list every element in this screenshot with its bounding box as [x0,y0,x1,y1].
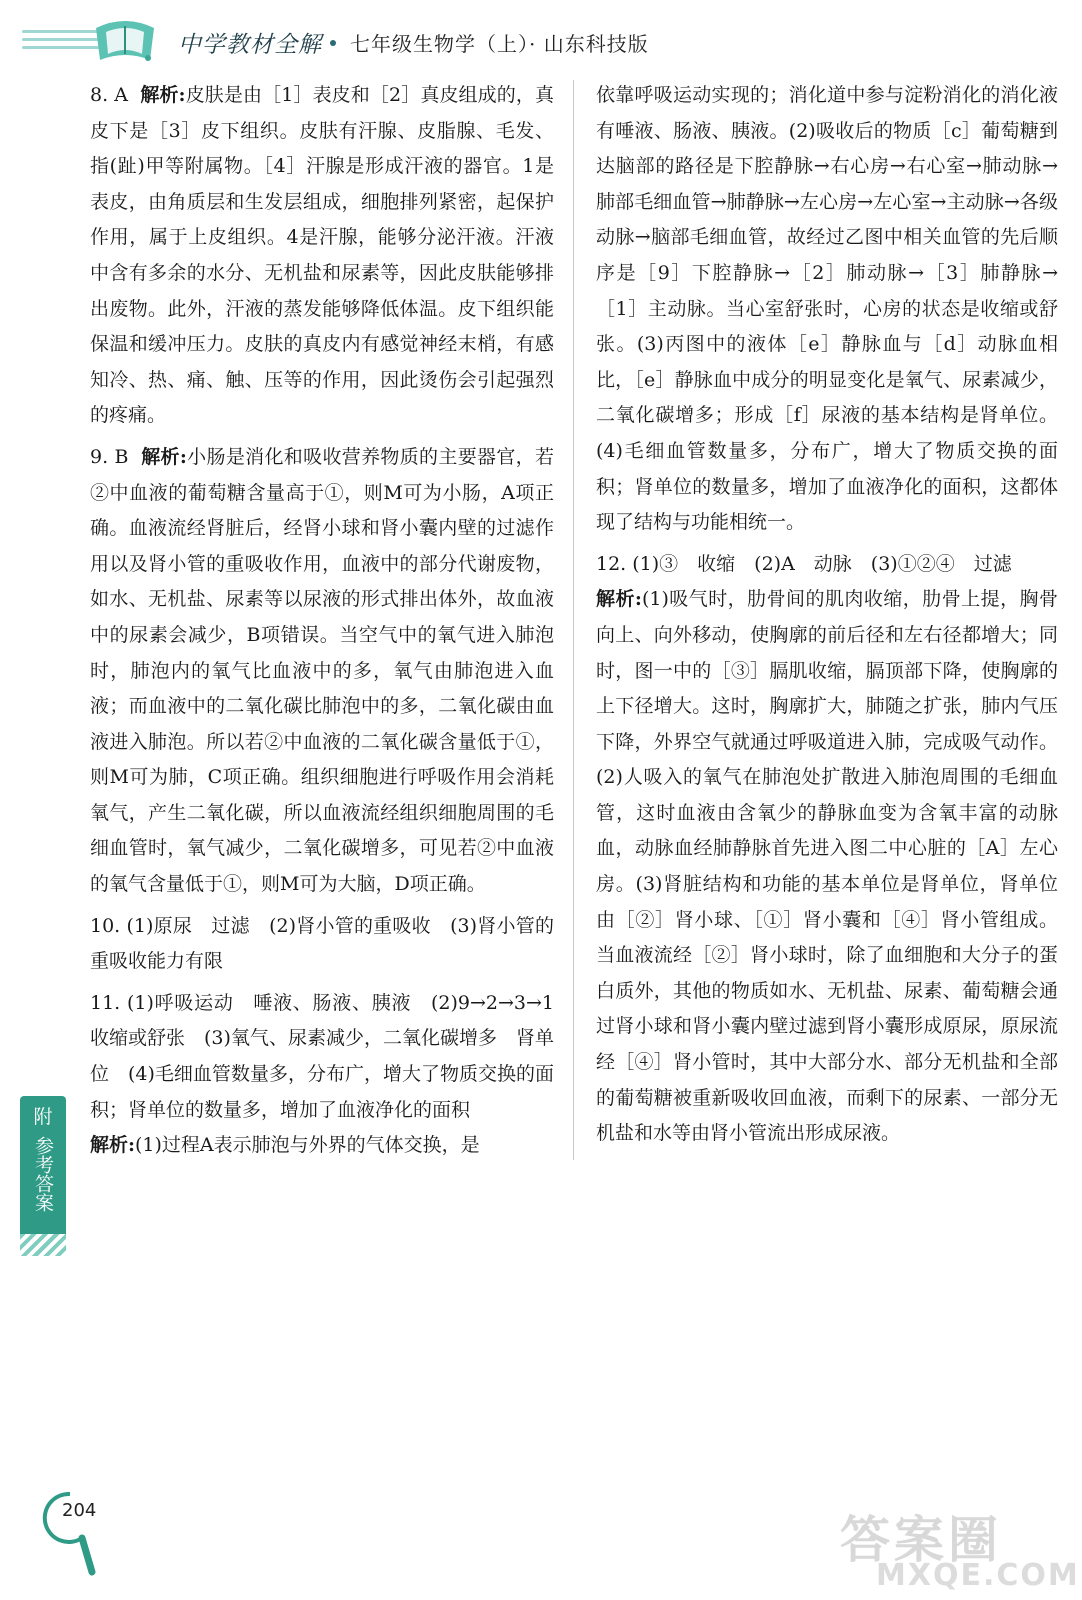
question-10 [90,909,554,980]
answer-number: 9. B [90,445,129,468]
answer-text: 11. (1)呼吸运动 唾液、肠液、胰液 (2)9→2→3→1 收缩或舒张 (3)氧气、尿素减少，二氧化碳增多 肾单位 (4)毛细血管数量多，分布广，增大了物质交换的面积；肾单位的数量多，增加了血液净化的面积 [90,991,574,1121]
header-decoration-lines [22,30,102,54]
analysis-label: 解析: [141,445,187,468]
question-11 [90,986,574,1164]
analysis-label: 解析: [140,84,186,106]
question-9 [90,440,554,903]
analysis-label: 解析: [596,588,642,611]
book-title: 中学教材全解 [178,32,322,58]
book-subtitle: 七年级生物学（上）· 山东科技版 [350,32,649,56]
column-divider [573,80,574,1160]
watermark [840,1500,1080,1596]
analysis-text: 小肠是消化和吸收营养物质的主要器官，若②中血液的葡萄糖含量高于①，则M可为小肠，A项正确。血液流经肾脏后，经肾小球和肾小囊内壁的过滤作用以及肾小管的重吸收作用，血液中的部分代谢废物，如水、无机盐、尿素等以尿液的形式排出体外，故血液中的尿素会减少，B项错误。当空气中的氧气进入肺泡时，肺泡内的氧气比血液中的多，氧气由肺泡进入血液；而血液中的二氧化碳比肺泡中的多，二氧化碳由血液进入肺泡。所以若②中血液的二氧化碳含量低于①，则M可为肺，C项正确。组织细胞进行呼吸作用会消耗氧气，产生二氧化碳，所以血液流经组织细胞周围的毛细血管时，氧气减少，二氧化碳增多，可见若②中血液的氧气含量低于①，则M可为大脑，D项正确。 [90,445,554,896]
appendix-tab [20,1096,66,1234]
question-12 [596,547,1058,1152]
book-logo-icon [92,14,158,66]
page-number-badge [40,1486,100,1576]
page-number: 204 [62,1500,97,1521]
left-column [90,78,574,1170]
watermark-logo-text: 答案圈 [840,1511,1002,1569]
appendix-tab-label: 参考答案 [32,1136,54,1212]
appendix-tab-fu: 附 [33,1106,53,1128]
answer-text: 12. (1)③ 收缩 (2)A 动脉 (3)①②④ 过滤 [596,552,1012,575]
page-header [0,0,1082,70]
appendix-tab-stripes [20,1234,66,1256]
right-column [596,78,1058,1158]
analysis-text: (1)过程A表示肺泡与外界的气体交换，是 [135,1134,480,1157]
analysis-text: 皮肤是由［1］表皮和［2］真皮组成的，真皮下是［3］皮下组织。皮肤有汗腺、皮脂腺、毛发、指(趾)甲等附属物。［4］汗腺是形成汗液的器官。1是表皮，由角质层和生发层组成，细胞排列紧密，起保护作用，属于上皮组织。4是汗腺，能够分泌汗液。汗液中含有多余的水分、无机盐和尿素等，因此皮肤能够排出废物。此外，汗液的蒸发能够降低体温。皮下组织能保温和缓冲压力。皮肤的真皮内有感觉神经末梢，有感知冷、热、痛、触、压等的作用，因此烫伤会引起强烈的疼痛。 [90,84,555,427]
question-8 [90,78,554,434]
watermark-url: MXQE.COM [876,1558,1080,1593]
answer-number: 8. A [90,84,129,106]
question-11-continued: 依靠呼吸运动实现的；消化道中参与淀粉消化的消化液有唾液、肠液、胰液。(2)吸收后的物质［c］葡萄糖到达脑部的路径是下腔静脉→右心房→右心室→肺动脉→肺部毛细血管→肺静脉→左心房→左心室→主动脉→各级动脉→脑部毛细血管，故经过乙图中相关血管的先后顺序是［9］下腔静脉→［2］肺动脉→［3］肺静脉→［1］主动脉。当心室舒张时，心房的状态是收缩或舒张。(3)丙图中的液体［e］静脉血与［d］动脉血相比，［e］静脉血中成分的明显变化是氧气、尿素减少，二氧化碳增多；形成［f］尿液的基本结构是肾单位。(4)毛细血管数量多，分布广，增大了物质交换的面积；肾单位的数量多，增加了血液净化的面积，这都体现了结构与功能相统一。 [596,84,1058,534]
analysis-text: (1)吸气时，肋骨间的肌肉收缩，肋骨上提，胸骨向上、向外移动，使胸廓的前后径和左右径都增大；同时，图一中的［③］膈肌收缩，膈顶部下降，使胸廓的上下径增大。这时，胸廓扩大，肺随之扩张，肺内气压下降，外界空气就通过呼吸道进入肺，完成吸气动作。(2)人吸入的氧气在肺泡处扩散进入肺泡周围的毛细血管，这时血液由含氧少的静脉血变为含氧丰富的动脉血，动脉血经肺静脉首先进入图二中心脏的［A］左心房。(3)肾脏结构和功能的基本单位是肾单位，肾单位由［②］肾小球、［①］肾小囊和［④］肾小管组成。当血液流经［②］肾小球时，除了血细胞和大分子的蛋白质外，其他的物质如水、无机盐、尿素、葡萄糖会通过肾小球和肾小囊内壁过滤到肾小囊形成原尿，原尿流经［④］肾小管时，其中大部分水、部分无机盐和全部的葡萄糖被重新吸收回血液，而剩下的尿素、一部分无机盐和水等由肾小管流出形成尿液。 [596,588,1059,1145]
header-dot [330,40,336,46]
analysis-label: 解析: [90,1134,136,1157]
answer-text: 10. (1)原尿 过滤 (2)肾小管的重吸收 (3)肾小管的重吸收能力有限 [90,914,554,973]
